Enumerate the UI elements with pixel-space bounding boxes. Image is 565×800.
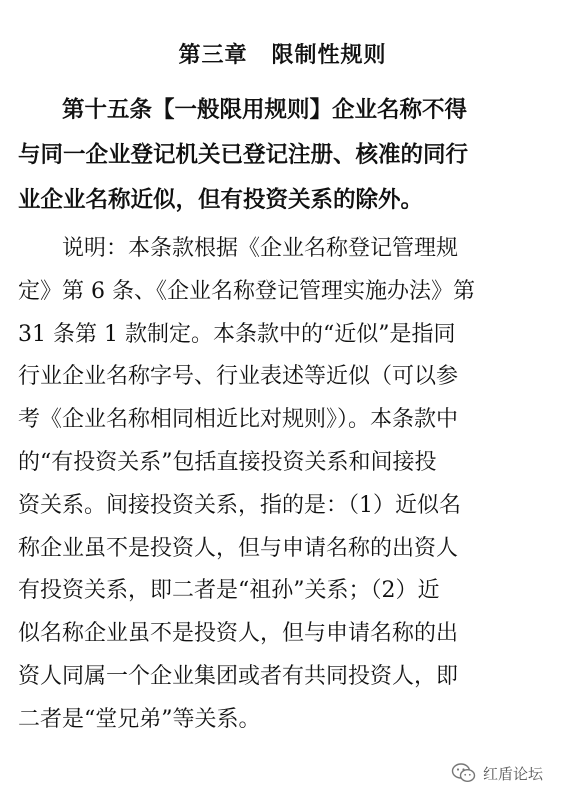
article-line: 业企业名称近似，但有投资关系的除外。 bbox=[18, 187, 424, 213]
note-line: 资人同属一个企业集团或者有共同投资人，即 bbox=[18, 663, 459, 689]
watermark bbox=[451, 760, 543, 786]
note-line: 似名称企业虽不是投资人，但与申请名称的出 bbox=[18, 621, 459, 647]
note-line: 的“有投资关系”包括直接投资关系和间接投 bbox=[18, 449, 437, 475]
explanation-paragraph bbox=[18, 228, 553, 742]
article-15 bbox=[18, 88, 553, 223]
note-line: 有投资关系，即二者是“祖孙”关系；（2）近 bbox=[18, 578, 440, 604]
note-line: 二者是“堂兄弟”等关系。 bbox=[18, 706, 261, 732]
watermark-text: 红盾论坛 bbox=[482, 764, 543, 783]
article-line: 与同一企业登记机关已登记注册、核准的同行 bbox=[18, 142, 469, 168]
chapter-number: 第三章 bbox=[178, 43, 248, 68]
wechat-icon bbox=[451, 760, 477, 786]
article-line: 第十五条【一般限用规则】企业名称不得 bbox=[62, 97, 468, 123]
note-line: 说明：本条款根据《企业名称登记管理规 bbox=[62, 236, 459, 261]
note-line: 考《企业名称相同相近比对规则》）。本条款中 bbox=[18, 407, 459, 433]
note-line: 31 条第 1 款制定。本条款中的“近似”是指同 bbox=[18, 321, 456, 347]
note-line: 定》第 6 条、《企业名称登记管理实施办法》第 bbox=[18, 278, 475, 304]
chapter-title: 限制性规则 bbox=[271, 43, 387, 68]
chapter-heading bbox=[0, 38, 565, 69]
note-line: 资关系。间接投资关系，指的是：（1）近似名 bbox=[18, 492, 461, 518]
note-line: 称企业虽不是投资人，但与申请名称的出资人 bbox=[18, 535, 459, 561]
note-line: 行业企业名称字号、行业表述等近似（可以参 bbox=[18, 364, 459, 390]
